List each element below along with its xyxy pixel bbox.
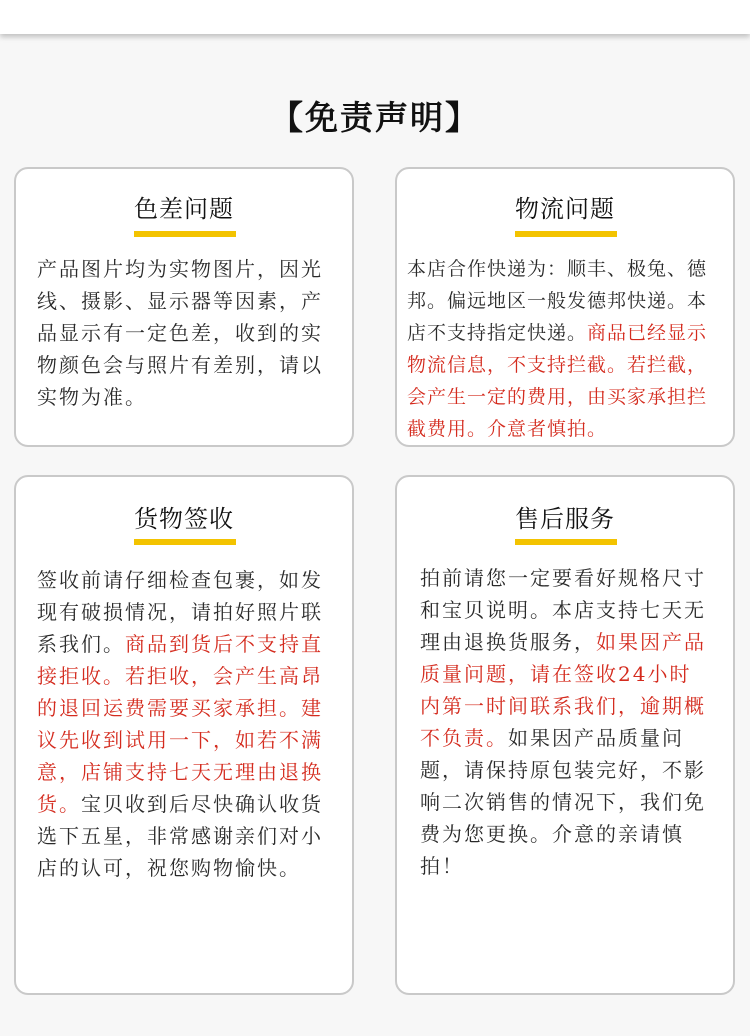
body-text: 拍前请您一定要看好规格尺寸和宝贝说明。本店支持七天无理由退换货服务， (420, 566, 706, 654)
page-title: 【免责声明】 (270, 98, 480, 137)
card-logistics (395, 167, 735, 447)
warning-text: 如果因产品质量问题，请在签收24小时内第一时间联系我们，逾期概不负责。 (420, 630, 706, 750)
top-band (0, 0, 750, 34)
warning-text: 商品已经显示物流信息，不支持拦截。若拦截，会产生一定的费用，由买家承担拦截费用。介意者慎拍。 (407, 322, 708, 440)
title-underline (515, 539, 617, 545)
card-title: 售后服务 (515, 505, 615, 533)
body-text: 签收前请仔细检查包裹，如发现有破损情况，请拍好照片联系我们。 (37, 568, 323, 656)
body-text: 如果因产品质量问题，请保持原包装完好，不影响二次销售的情况下，我们免费为您更换。介意的亲请慎拍！ (420, 726, 706, 878)
card-receipt (14, 475, 354, 995)
card-title: 色差问题 (134, 195, 234, 223)
card-title: 货物签收 (134, 505, 234, 533)
card-title: 物流问题 (515, 195, 615, 223)
card-body (37, 564, 325, 884)
body-text: 产品图片均为实物图片，因光线、摄影、显示器等因素，产品显示有一定色差，收到的实物颜色会与照片有差别，请以实物为准。 (37, 257, 323, 409)
warning-text: 商品到货后不支持直接拒收。若拒收，会产生高昂的退回运费需要买家承担。建议先收到试用一下，如若不满意，店铺支持七天无理由退换货。 (37, 632, 323, 816)
card-body (37, 253, 325, 413)
card-body (407, 253, 723, 445)
title-underline (134, 231, 236, 237)
card-body (420, 562, 710, 882)
card-aftersale (395, 475, 735, 995)
body-text: 宝贝收到后尽快确认收货选下五星，非常感谢亲们对小店的认可，祝您购物愉快。 (37, 792, 323, 880)
body-text: 本店合作快递为：顺丰、极兔、德邦。偏远地区一般发德邦快递。本店不支持指定快递。 (407, 258, 708, 344)
title-underline (134, 539, 236, 545)
title-underline (515, 231, 617, 237)
card-color-difference (14, 167, 354, 447)
